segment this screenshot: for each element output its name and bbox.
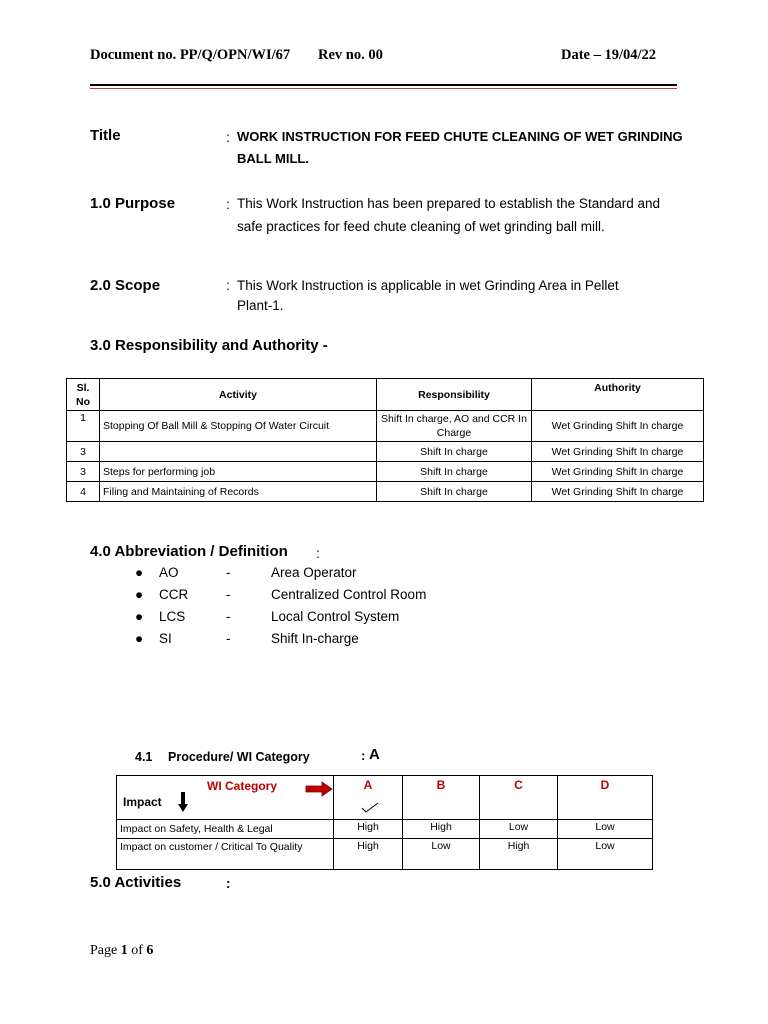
col-header-responsibility: Responsibility: [377, 379, 532, 411]
title-colon: :: [226, 130, 230, 145]
column-label-d: D: [600, 778, 610, 792]
row-sl: 3: [67, 442, 100, 462]
abbr-dash: -: [226, 565, 231, 580]
header-rule-accent: [90, 88, 677, 89]
checkmark-icon: [360, 800, 380, 814]
category-colon: :: [361, 748, 366, 763]
row-authority: Wet Grinding Shift In charge: [532, 442, 704, 462]
page-number: [90, 943, 153, 959]
scope-label: 2.0 Scope: [90, 277, 161, 294]
category-value: A: [369, 746, 380, 763]
document-date: Date – 19/04/22: [561, 47, 657, 63]
scope-line-2: Plant-1.: [237, 298, 284, 313]
category-label: Procedure/ WI Category: [168, 750, 310, 764]
column-label-b: B: [436, 778, 446, 792]
table-header-row: [67, 379, 704, 411]
bullet-icon: ●: [135, 631, 144, 646]
responsibility-heading: 3.0 Responsibility and Authority -: [90, 337, 328, 354]
col-header-authority: Authority: [532, 379, 704, 411]
impact-value: Low: [558, 839, 653, 870]
row-responsibility: Shift In charge: [377, 442, 532, 462]
column-label-c: C: [514, 778, 523, 792]
row-responsibility: Shift In charge: [377, 462, 532, 482]
table-row: [67, 442, 704, 462]
impact-value: Low: [558, 820, 653, 839]
impact-value: Low: [480, 820, 558, 839]
title-label: Title: [90, 127, 121, 144]
impact-value: High: [403, 820, 480, 839]
page-of: of: [131, 943, 143, 958]
table-row: [67, 482, 704, 502]
impact-value: High: [334, 839, 403, 870]
abbr-term: SI: [159, 631, 172, 646]
table-row: [67, 462, 704, 482]
wi-category-table: [116, 775, 653, 870]
category-number: 4.1: [135, 750, 153, 764]
scope-line-1: This Work Instruction is applicable in wet Grinding Area in Pellet: [237, 278, 619, 293]
impact-value: High: [334, 820, 403, 839]
table-row: [67, 411, 704, 442]
abbreviation-colon: :: [316, 546, 320, 561]
purpose-line-2: safe practices for feed chute cleaning of wet grinding ball mill.: [237, 219, 605, 234]
abbr-term: AO: [159, 565, 179, 580]
row-responsibility: Shift In charge, AO and CCR In Charge: [377, 411, 532, 442]
category-header-cell: [117, 776, 334, 820]
row-activity: Stopping Of Ball Mill & Stopping Of Water Circuit: [100, 411, 377, 442]
table-row: [117, 820, 653, 839]
abbr-definition: Centralized Control Room: [271, 587, 427, 602]
impact-label: Impact: [123, 795, 162, 809]
abbr-term: CCR: [159, 587, 189, 602]
right-arrow-icon: [305, 781, 333, 797]
abbr-term: LCS: [159, 609, 186, 624]
category-column-a: [334, 776, 403, 820]
revision-number: Rev no. 00: [318, 47, 383, 63]
column-label-a: A: [363, 778, 373, 792]
impact-row-label: Impact on customer / Critical To Quality: [117, 839, 334, 870]
row-sl: 4: [67, 482, 100, 502]
title-line-2: BALL MILL.: [237, 151, 309, 166]
row-activity: Steps for performing job: [100, 462, 377, 482]
purpose-colon: :: [226, 197, 230, 212]
impact-value: Low: [403, 839, 480, 870]
row-sl: 1: [67, 411, 100, 442]
page-prefix: Page: [90, 943, 118, 958]
abbreviation-heading: 4.0 Abbreviation / Definition: [90, 543, 288, 560]
title-line-1: WORK INSTRUCTION FOR FEED CHUTE CLEANING OF WET GRINDING: [237, 129, 683, 144]
abbr-dash: -: [226, 631, 231, 646]
activities-colon: :: [226, 876, 231, 891]
activities-heading: 5.0 Activities: [90, 874, 182, 891]
abbr-definition: Local Control System: [271, 609, 400, 624]
row-responsibility: Shift In charge: [377, 482, 532, 502]
abbr-dash: -: [226, 609, 231, 624]
scope-colon: :: [226, 278, 230, 293]
document-number: Document no. PP/Q/OPN/WI/67: [90, 47, 291, 63]
category-column-d: [558, 776, 653, 820]
down-arrow-icon: [177, 791, 189, 813]
impact-row-label: Impact on Safety, Health & Legal: [117, 820, 334, 839]
bullet-icon: ●: [135, 609, 144, 624]
bullet-icon: ●: [135, 565, 144, 580]
row-activity: [100, 442, 377, 462]
category-column-b: [403, 776, 480, 820]
abbr-definition: Shift In-charge: [271, 631, 359, 646]
abbr-dash: -: [226, 587, 231, 602]
wi-category-label: WI Category: [207, 779, 278, 793]
bullet-icon: ●: [135, 587, 144, 602]
row-sl: 3: [67, 462, 100, 482]
row-authority: Wet Grinding Shift In charge: [532, 411, 704, 442]
col-header-activity: Activity: [100, 379, 377, 411]
table-row: [117, 839, 653, 870]
responsibility-table: [66, 378, 704, 502]
abbr-definition: Area Operator: [271, 565, 357, 580]
col-header-sl: Sl. No: [67, 379, 100, 411]
page-total: 6: [146, 943, 154, 958]
row-authority: Wet Grinding Shift In charge: [532, 482, 704, 502]
row-authority: Wet Grinding Shift In charge: [532, 462, 704, 482]
purpose-line-1: This Work Instruction has been prepared to establish the Standard and: [237, 196, 661, 211]
impact-value: High: [480, 839, 558, 870]
row-activity: Filing and Maintaining of Records: [100, 482, 377, 502]
header-rule: [90, 84, 677, 86]
purpose-label: 1.0 Purpose: [90, 195, 176, 212]
page-current: 1: [120, 943, 128, 958]
category-column-c: [480, 776, 558, 820]
category-header-row: [117, 776, 653, 820]
